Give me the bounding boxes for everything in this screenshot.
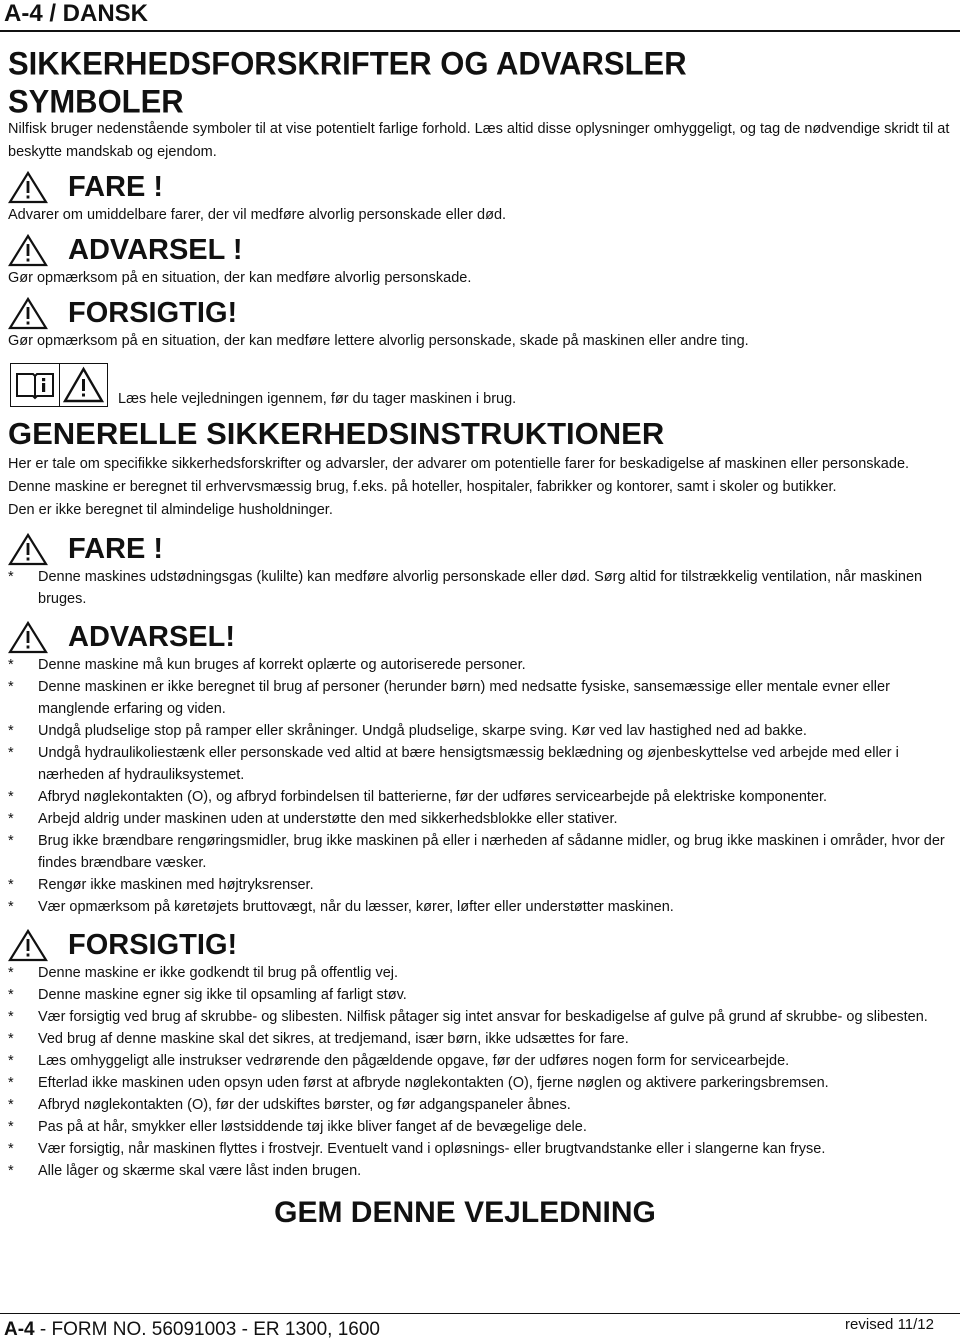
forsigtig-title: FORSIGTIG! [68,297,238,329]
list-item [8,808,952,830]
list-item [8,566,952,610]
bullet-marker: * [8,1163,14,1179]
advarsel-symbol-row [8,233,952,267]
list-item-text: Arbejd aldrig under maskinen uden at understøtte den med sikkerhedsblokke eller stativer. [38,811,618,827]
bullet-marker: * [8,745,14,761]
list-item-text: Afbryd nøglekontakten (O), før der udskiftes børster, og før adgangspaneler åbnes. [38,1097,571,1113]
header-rule [0,30,960,32]
list-item-text: Rengør ikke maskinen med højtryksrenser. [38,877,314,893]
general-paragraph-3: Den er ikke beregnet til almindelige husholdninger. [8,502,333,518]
bullet-marker: * [8,657,14,673]
list-item-text: Efterlad ikke maskinen uden opsyn uden først at afbryde nøglekontakten (O), fjerne nøglen og aktivere parkeringsbremsen. [38,1075,829,1091]
bullet-marker: * [8,987,14,1003]
bullet-marker: * [8,679,14,695]
list-item [8,1094,952,1116]
bullet-marker: * [8,1141,14,1157]
warning-triangle-icon [60,364,107,406]
list-item [8,720,952,742]
list-item-text: Undgå hydraulikoliestænk eller personskade ved altid at bære hensigtsmæssig beklædning og øjenbeskyttelse ved arbejde med eller i nærheden af hydrauliksystemet. [38,745,899,783]
list-item [8,742,952,786]
bullet-marker: * [8,569,14,585]
list-item [8,1116,952,1138]
bullet-marker: * [8,1053,14,1069]
list-item-text: Denne maskine egner sig ikke til opsamling af farligt støv. [38,987,407,1003]
warning-triangle-icon [8,233,48,267]
list-item-text: Ved brug af denne maskine skal det sikres, at tredjemand, især børn, ikke udsættes for fare. [38,1031,629,1047]
list-item-text: Denne maskine er ikke godkendt til brug på offentlig vej. [38,965,399,981]
list-item-text: Denne maskinen er ikke beregnet til brug af personer (herunder børn) med nedsatte fysiske, sansemæssige eller mentale evner eller manglende erfaring og viden. [38,679,890,717]
advarsel-list [8,654,952,918]
forsigtig-description: Gør opmærksom på en situation, der kan medføre lettere alvorlig personskade, skade på maskinen eller andre ting. [8,333,749,349]
bullet-marker: * [8,1097,14,1113]
warning-triangle-icon [8,620,48,654]
list-item-text: Alle låger og skærme skal være låst inden brugen. [38,1163,362,1179]
bullet-marker: * [8,1009,14,1025]
warning-triangle-icon [8,928,48,962]
list-item-text: Vær forsigtig, når maskinen flyttes i frostvejr. Eventuelt vand i opløsnings- eller brugtvandstanke eller i slangerne kan fryse. [38,1141,826,1157]
footer-revised: revised 11/12 [845,1316,934,1333]
list-item [8,1050,952,1072]
list-item-text: Undgå pludselige stop på ramper eller skråninger. Undgå pludselige, skarpe sving. Kør ved lav hastighed ned ad bakke. [38,723,807,739]
bullet-marker: * [8,899,14,915]
page-title: SIKKERHEDSFORSKRIFTER OG ADVARSLER [8,44,687,82]
footer-form: - FORM NO. 56091003 - ER 1300, 1600 [34,1319,380,1340]
symbols-intro: Nilfisk bruger nedenstående symboler til at vise potentielt farlige forhold. Læs altid disse oplysninger omhyggeligt, og tag de nødvendige skridt til at beskytte mandskab og ejendom. [8,121,950,160]
list-item [8,962,952,984]
closing-heading: GEM DENNE VEJLEDNING [274,1196,656,1229]
read-manual-row [8,355,952,407]
list-item [8,676,952,720]
warning-triangle-icon [8,532,48,566]
list-item-text: Brug ikke brændbare rengøringsmidler, brug ikke maskinen på eller i nærheden af sådanne midler, og brug ikke maskinen i områder, hvor der findes brændbare væsker. [38,833,945,871]
advarsel-title: ADVARSEL ! [68,234,243,266]
document-body [8,46,952,1230]
list-item-text: Denne maskine må kun bruges af korrekt oplærte og autoriserede personer. [38,657,526,673]
fare-title: FARE ! [68,171,164,203]
list-item-text: Pas på at hår, smykker eller løstsiddende tøj ikke bliver fanget af de bevægelige dele. [38,1119,587,1135]
list-item [8,1160,952,1182]
list-item-text: Afbryd nøglekontakten (O), og afbryd forbindelsen til batterierne, før der udføres servicearbejde på elektriske komponenter. [38,789,828,805]
advarsel-section-title: ADVARSEL! [68,621,236,653]
bullet-marker: * [8,811,14,827]
general-paragraph-2: Denne maskine er beregnet til erhvervsmæssig brug, f.eks. på hoteller, hospitaler, fabrikker og kontorer, samt i skoler og butikker. [8,479,837,495]
bullet-marker: * [8,789,14,805]
warning-triangle-icon [8,170,48,204]
fare-section-header [8,532,952,566]
warning-triangle-icon [8,296,48,330]
general-paragraph-1: Her er tale om specifikke sikkerhedsforskrifter og advarsler, der advarer om potentielle farer for beskadigelse af maskinen eller personskade. [8,456,910,472]
bullet-marker: * [8,877,14,893]
list-item [8,1028,952,1050]
bullet-marker: * [8,1075,14,1091]
bullet-marker: * [8,1031,14,1047]
general-heading: GENERELLE SIKKERHEDSINSTRUKTIONER [8,416,665,451]
forsigtig-list [8,962,952,1182]
list-item-text: Denne maskines udstødningsgas (kulilte) kan medføre alvorlig personskade eller død. Sørg altid for tilstrækkelig ventilation, når maskinen bruges. [38,569,923,607]
bullet-marker: * [8,723,14,739]
footer-form-number [4,1318,380,1342]
list-item [8,874,952,896]
list-item [8,830,952,874]
footer-page: A-4 [4,1319,35,1340]
forsigtig-section-title: FORSIGTIG! [68,929,238,961]
read-manual-symbol [10,363,108,407]
list-item [8,1138,952,1160]
list-item [8,786,952,808]
forsigtig-symbol-row [8,296,952,330]
forsigtig-section-header [8,928,952,962]
advarsel-description: Gør opmærksom på en situation, der kan medføre alvorlig personskade. [8,270,472,286]
list-item [8,984,952,1006]
symbols-heading: SYMBOLER [8,82,184,120]
bullet-marker: * [8,1119,14,1135]
read-manual-book-icon [11,364,60,406]
list-item-text: Læs omhyggeligt alle instrukser vedrørende den pågældende opgave, før der udføres nogen form for servicearbejde. [38,1053,790,1069]
fare-description: Advarer om umiddelbare farer, der vil medføre alvorlig personskade eller død. [8,207,507,223]
fare-section-title: FARE ! [68,533,164,565]
list-item [8,1006,952,1028]
fare-list [8,566,952,610]
list-item-text: Vær forsigtig ved brug af skrubbe- og slibesten. Nilfisk påtager sig intet ansvar for beskadigelse af gulve på grund af skrubbe- og slibesten. [38,1009,928,1025]
list-item-text: Vær opmærksom på køretøjets bruttovægt, når du læsser, kører, løfter eller understøtter maskinen. [38,899,674,915]
bullet-marker: * [8,833,14,849]
bullet-marker: * [8,965,14,981]
page-header: A-4 / DANSK [4,0,149,27]
list-item [8,1072,952,1094]
list-item [8,654,952,676]
advarsel-section-header [8,620,952,654]
footer-rule [0,1313,960,1314]
fare-symbol-row [8,170,952,204]
list-item [8,896,952,918]
read-manual-text: Læs hele vejledningen igennem, før du tager maskinen i brug. [118,391,517,407]
